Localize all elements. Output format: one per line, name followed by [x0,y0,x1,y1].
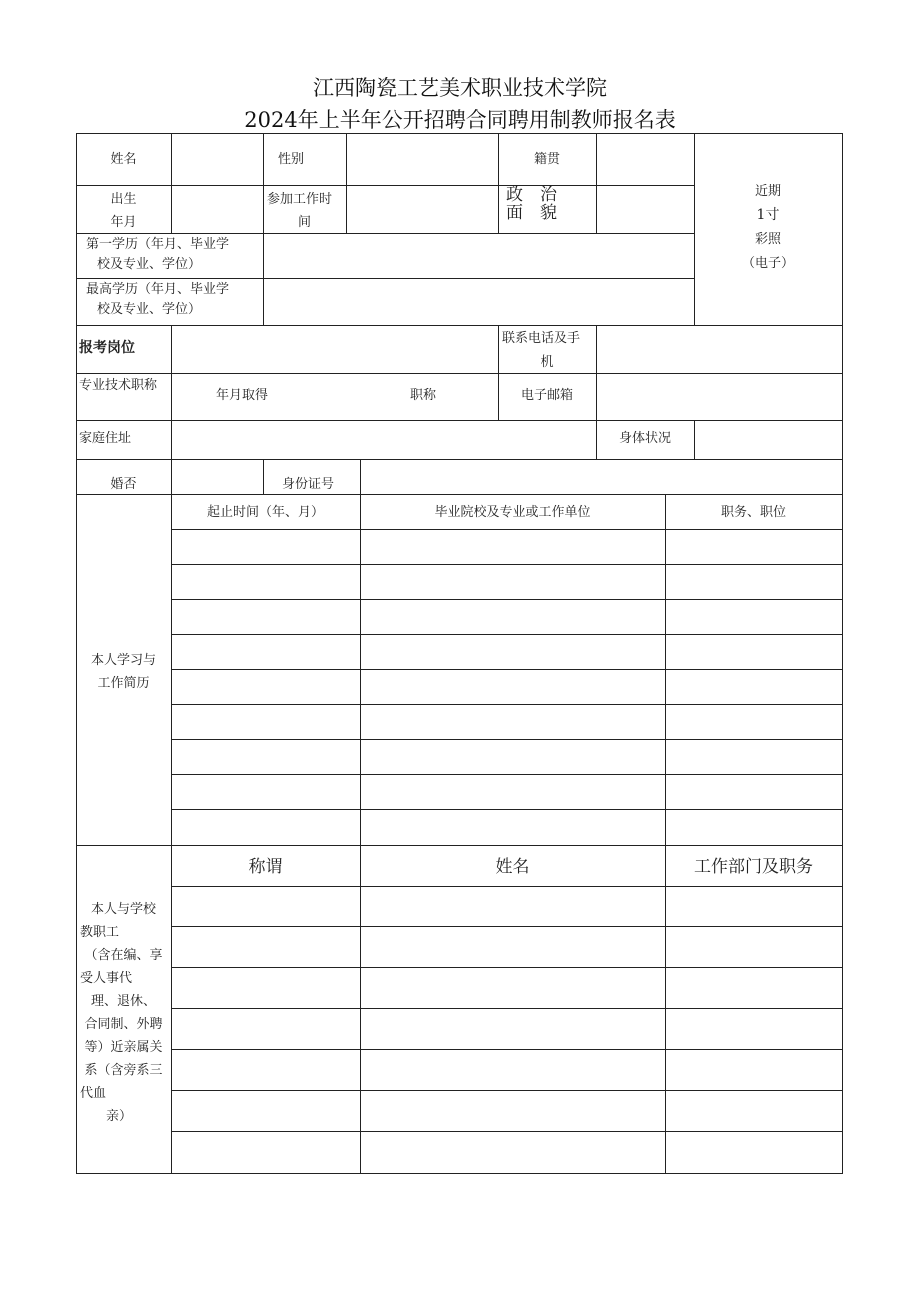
email-input[interactable] [597,374,841,419]
birth-input[interactable] [172,186,262,232]
name-input[interactable] [172,134,262,184]
resume-col-role: 职务、职位 [720,505,786,520]
work-start-label-line2: 间 [297,215,311,230]
relatives-col-relation: 称谓 [248,857,283,877]
political-label-line2: 面 貌 [506,203,557,223]
address-label: 家庭住址 [79,431,132,446]
relatives-label-line3: （含在编、享 [84,948,163,963]
position-input[interactable] [172,326,497,372]
health-label: 身体状况 [618,431,671,446]
marital-input[interactable] [172,460,262,493]
marital-label: 婚否 [110,477,137,492]
photo-label-line4: （电子） [741,256,794,271]
photo-upload-area[interactable] [695,134,841,324]
highest-edu-label-line1: 最高学历（年月、毕业学 [86,282,230,297]
address-input[interactable] [172,421,595,458]
native-place-input[interactable] [597,134,693,184]
birth-label-line2: 年月 [110,215,137,230]
relatives-label-line10: 亲） [106,1109,133,1124]
relatives-label-line6: 合同制、外聘 [84,1017,163,1032]
resume-col-institution: 毕业院校及专业或工作单位 [434,505,591,520]
resume-label-line2: 工作简历 [97,676,150,691]
school-name: 江西陶瓷工艺美术职业技术学院 [313,76,607,100]
relatives-col-name: 姓名 [495,857,530,877]
photo-label-line1: 近期 [754,184,781,199]
relatives-label-line1: 本人与学校 [90,902,156,917]
phone-label-line2: 机 [540,355,554,370]
native-place-label: 籍贯 [533,152,560,167]
resume-col-period: 起止时间（年、月） [206,505,324,520]
photo-label-line3: 彩照 [754,232,781,247]
phone-label-line1: 联系电话及手 [502,331,581,346]
title-name-label: 职称 [410,388,437,403]
name-label: 姓名 [110,152,137,167]
form-title: 2024年上半年公开招聘合同聘用制教师报名表 [244,108,676,132]
relatives-label-line9: 代血 [80,1086,107,1101]
first-edu-label-line1: 第一学历（年月、毕业学 [86,237,230,252]
obtained-date-label: 年月取得 [216,388,269,403]
resume-label-line1: 本人学习与 [90,653,156,668]
first-edu-input[interactable] [264,234,693,277]
highest-edu-input[interactable] [264,279,693,324]
id-number-label: 身份证号 [282,477,335,492]
relatives-label-line7: 等）近亲属关 [84,1040,163,1055]
relatives-label-line2: 教职工 [80,925,120,940]
relatives-col-department: 工作部门及职务 [694,857,813,877]
relatives-label-line4: 受人事代 [80,971,133,986]
work-start-input[interactable] [347,186,497,232]
gender-label: 性别 [278,152,305,167]
gender-input[interactable] [347,134,497,184]
political-label-line1: 政 治 [506,185,557,205]
health-input[interactable] [695,421,841,458]
highest-edu-label-line2: 校及专业、学位） [97,302,202,317]
professional-title-label: 专业技术职称 [79,378,158,393]
work-start-label-line1: 参加工作时 [267,192,333,207]
email-label: 电子邮箱 [520,388,573,403]
birth-label-line1: 出生 [110,192,137,207]
photo-label-line2: 1寸 [756,207,780,223]
relatives-label-line5: 理、退休、 [90,994,156,1009]
political-input[interactable] [597,186,693,232]
relatives-label-line8: 系（含旁系三 [84,1063,163,1078]
first-edu-label-line2: 校及专业、学位） [97,257,202,272]
id-number-input[interactable] [361,460,841,493]
phone-input[interactable] [597,326,841,372]
position-label: 报考岗位 [79,340,135,356]
